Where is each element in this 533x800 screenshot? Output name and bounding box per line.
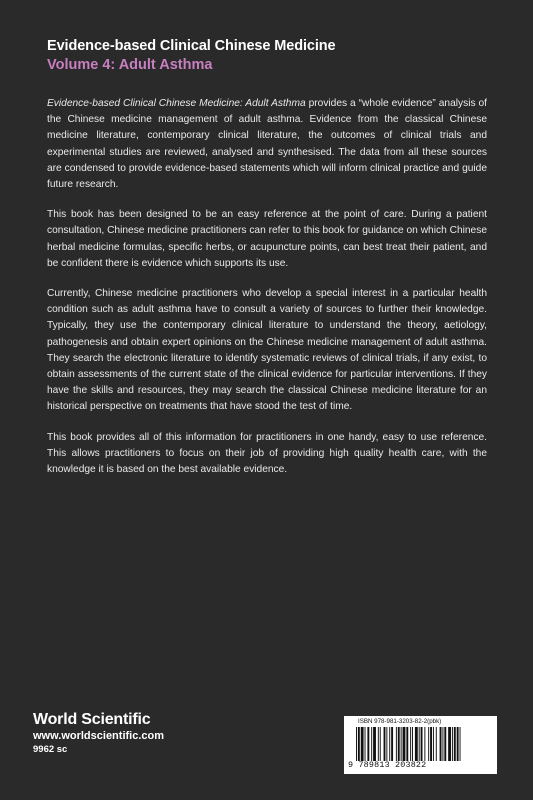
barcode-bar <box>428 727 429 761</box>
barcode-bar <box>419 727 420 761</box>
barcode-bar <box>378 727 379 761</box>
barcode-bar <box>396 727 397 761</box>
blurb-paragraph-4: This book provides all of this information for practitioners in one handy, easy to use reference. This allows practitioners to focus on their job of providing high quality health care, with the knowledge it is based on the best available evidence. <box>47 431 487 476</box>
barcode-bar <box>384 727 386 761</box>
barcode-bar <box>389 727 390 761</box>
barcode-bar <box>410 727 411 761</box>
barcode-bar <box>444 727 446 761</box>
book-title-italic: Evidence-based Clinical Chinese Medicine: Adult Asthma <box>47 98 306 109</box>
product-code: 9962 sc <box>33 744 68 755</box>
blurb-paragraph-1-text: provides a “whole evidence” analysis of the Chinese medicine management of adult asthma. Evidence from the classical Chinese medicine literature, contemporary clinical literature, the outcomes of clinical trials and experimental studies are reviewed, analysed and synthesised. The data from all these sources are condensed to provide evidence-based statements which will inform clinical practice and guide future research. <box>47 98 488 191</box>
barcode-bar <box>365 727 366 761</box>
blurb-text <box>47 96 487 492</box>
isbn-barcode <box>344 716 497 774</box>
barcode-bars <box>356 727 490 761</box>
volume-title: Volume 4: Adult Asthma <box>47 57 213 73</box>
barcode-bar <box>424 727 425 761</box>
barcode-bar <box>452 727 453 761</box>
barcode-bar <box>406 727 408 761</box>
blurb-paragraph-1 <box>47 96 487 193</box>
barcode-bar <box>373 727 376 761</box>
isbn-label: ISBN 978-981-3203-82-2(pbk) <box>358 718 442 725</box>
barcode-bar <box>454 727 456 761</box>
barcode-bar <box>361 727 364 761</box>
publisher-block <box>33 711 164 756</box>
barcode-bar <box>371 727 372 761</box>
barcode-bar <box>391 727 393 761</box>
barcode-bar <box>412 727 413 761</box>
barcode-bar <box>358 727 360 761</box>
series-title: Evidence-based Clinical Chinese Medicine <box>47 38 336 54</box>
barcode-bar <box>436 727 437 761</box>
barcode-bar <box>440 727 442 761</box>
barcode-bar <box>430 727 432 761</box>
barcode-bar <box>448 727 451 761</box>
barcode-bar <box>433 727 434 761</box>
barcode-digits: 9 789813 203822 <box>348 760 427 770</box>
publisher-name: World Scientific <box>33 711 151 728</box>
barcode-bar <box>367 727 369 761</box>
barcode-bar <box>386 727 387 761</box>
barcode-bar <box>398 727 400 761</box>
barcode-bar <box>442 727 443 761</box>
barcode-bar <box>401 727 402 761</box>
barcode-bar <box>421 727 423 761</box>
blurb-paragraph-3: Currently, Chinese medicine practitioners who develop a special interest in a particular health condition such as adult asthma have to consult a variety of sources to further their knowledge. Typically, they use the contemporary clinical literature to understand the theory, aetiology, pathogenesis and obtain expert opinions on the Chinese medicine management of adult asthma. They search the electronic literature to identify systematic reviews of clinical trials, if any exist, to obtain assessments of the current state of the clinical evidence for particular interventions. If they have the skills and resources, they may search the classical Chinese medicine literature for an historical perspective on treatments that have stood the test of time. <box>47 288 487 413</box>
publisher-url: www.worldscientific.com <box>33 730 165 742</box>
blurb-paragraph-2: This book has been designed to be an easy reference at the point of care. During a patient consultation, Chinese medicine practitioners can refer to this book for guidance on which Chinese herbal medicine formulas, specific herbs, or acupuncture points, can best treat their patient, and be confident there is evidence which supports its use. <box>47 209 487 269</box>
barcode-bar <box>403 727 406 761</box>
barcode-bar <box>415 727 418 761</box>
barcode-bar <box>460 727 461 761</box>
barcode-bar <box>356 727 357 761</box>
barcode-bar <box>457 727 459 761</box>
barcode-bar <box>380 727 381 761</box>
